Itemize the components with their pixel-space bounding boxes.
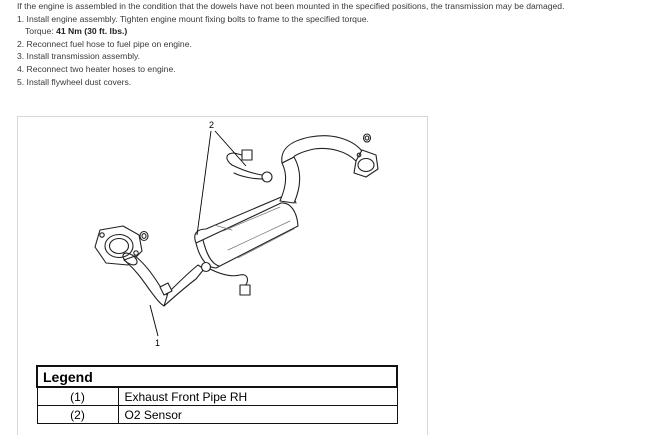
exhaust-pipe-illustration — [18, 117, 429, 367]
o2-sensor-lower — [202, 263, 251, 296]
gasket-left — [140, 232, 148, 241]
legend-number: (2) — [37, 406, 118, 424]
rear-pipe — [280, 157, 300, 203]
legend-title: Legend — [37, 366, 397, 387]
torque-value: 41 Nm (30 ft. lbs.) — [56, 26, 128, 37]
front-pipe — [124, 256, 170, 306]
legend-header-row — [37, 366, 397, 387]
step-item: 1. Install engine assembly. Tighten engine mount fixing bolts to frame to the specified torque. — [17, 13, 369, 24]
legend-description: O2 Sensor — [118, 406, 397, 424]
legend-row — [37, 406, 397, 424]
callout-2: 2 — [209, 120, 215, 130]
step-item: 5. Install flywheel dust covers. — [17, 76, 132, 87]
legend-row — [37, 387, 397, 406]
legend-number: (1) — [37, 387, 118, 406]
legend-table — [36, 365, 398, 424]
rear-flange — [354, 150, 378, 177]
exhaust-pipe-figure — [17, 116, 428, 435]
step-item: 4. Reconnect two heater hoses to engine. — [17, 63, 176, 74]
step-list — [17, 13, 647, 89]
torque-label: Torque: — [25, 26, 57, 37]
torque-spec — [17, 25, 647, 38]
procedure-text — [17, 0, 647, 88]
o2-sensor-upper — [227, 150, 272, 182]
callout-1: 1 — [155, 338, 161, 348]
catalytic-converter — [195, 195, 298, 268]
step-item: 2. Reconnect fuel hose to fuel pipe on engine. — [17, 38, 192, 49]
step-item: 3. Install transmission assembly. — [17, 51, 141, 62]
gasket-right — [364, 134, 371, 142]
legend-description: Exhaust Front Pipe RH — [118, 387, 397, 406]
warning-text: If the engine is assembled in the condition that the dowels have not been mounted in the specified positions, the transmission may be damaged. — [17, 1, 565, 11]
